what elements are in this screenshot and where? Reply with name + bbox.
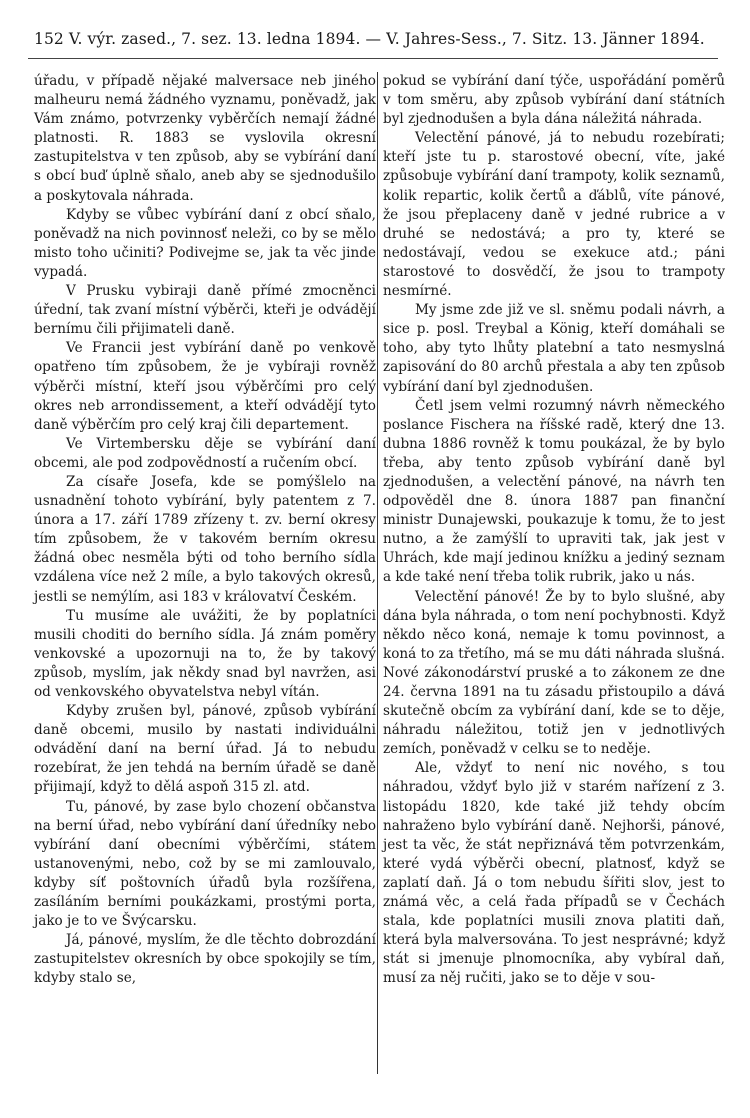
left-column: [34, 72, 376, 989]
paragraph: Četl jsem velmi rozumný návrh německého poslance Fischera na říšské radě, který dne 13. dubna 1886 rovněž k tomu poukázal, že by bylo třeba, aby tento způsob vybírání daně byl zjednodušen, a velectění pánové, na návrh ten odpověděl dne 8. února 1887 pan finanční ministr Dunajewski, poukazuje k tomu, že to jest nutno, a že zamýšlí to upraviti tak, jak jest v Uhrách, kde mají jedinou knížku a jediný seznam a kde také není třeba tolik rubrik, jako u nás.: [383, 397, 725, 586]
page-number: 152: [34, 30, 64, 48]
german-session-heading: V. Jahres-Sess., 7. Sitz. 13. Jänner 1894.: [386, 30, 705, 48]
right-column: [383, 72, 725, 989]
header-separator: —: [365, 30, 382, 48]
czech-session-heading: V. výr. zased., 7. sez. 13. ledna 1894.: [68, 30, 361, 48]
paragraph: Velectění pánové, já to nebudu rozebírati; kteří jste tu p. starostové obecní, víte, jaké způsobuje vybírání daní trampoty, kolik seznamů, kolik repartic, kolik čertů a ďáblů, víte pánové, že jsou přeplaceny daně v jedné rubrice a v druhé se nedostává; a pro ty, které se nedostávají, vedou se exekuce atd.; páni starostové to dosvědčí, že jsou to trampoty nesmírné.: [383, 130, 725, 300]
paragraph: Velectění pánové! Že by to bylo slušné, aby dána byla náhrada, o tom není pochybnosti. Když někdo něco koná, nemaje k tomu povinnost, a koná to za třetího, má se mu dáti náhrada slušná. Nové zákonodárství pruské a to zákonem ze dne 24. června 1891 na tu zásadu přistoupilo a dává skutečně obcím za vybírání daní, kde se to děje, náhradu náležitou, totiž jen v jednotlivých zemích, poněvadž v celku se to neděje.: [383, 588, 725, 758]
paragraph: Kdyby zrušen byl, pánové, způsob vybírání daně obcemi, musilo by nastati individuálni odvádění daní na berní úřad. Já to nebudu rozebírat, že jen tehdá na berním úřadě se daně přijimají, když to dělá aspoň 315 zl. atd.: [34, 703, 376, 796]
paragraph: My jsme zde již ve sl. sněmu podali návrh, a sice p. posl. Treybal a König, kteří domáhali se toho, aby tyto lhůty platební a tato nesmyslná zapisování do 80 archů přestala a aby ten způsob vybírání daní byl zjednodušen.: [383, 302, 725, 395]
paragraph: Ale, vždyť to není nic nového, s tou náhradou, vždyť bylo již v starém nařízení z 3. listopádu 1820, kde také již tehdy obcím nahraženo bylo vybírání daně. Nejhorši, pánové, jest ta věc, že stát nepřiznává těm potvrzenkám, které vydá výběrči obecní, platnosť, když se zaplatí daň. Já o tom nebudu šířiti slov, jest to známá věc, a celá řada případů se v Čechách stala, kde poplatníci musili znova platiti daň, která byla malversována. To jest nesprávné; když stát si jmenuje plnomocníka, aby vybíral daň, musí za něj ručiti, jako se to děje v sou-: [383, 760, 725, 987]
paragraph: Tu, pánové, by zase bylo chození občanstva na berní úřad, nebo vybírání daní úředníky nebo vybírání daní obecními výběrčími, státem ustanovenými, nebo, což by se mi zamlouvalo, kdyby síť poštovních úřadů byla rozšířena, zasíláním berními poukázkami, prostými porta, jako je to ve Švýcarsku.: [34, 798, 376, 930]
paragraph: Kdyby se vůbec vybírání daní z obcí sňalo, poněvadž na nich povinnosť neleži, co by se mělo misto toho učiniti? Podivejme se, jak ta věc jinde vypadá.: [34, 206, 376, 280]
paragraph: Ve Virtembersku děje se vybírání daní obcemi, ale pod zodpovědností a ručením obcí.: [34, 435, 376, 471]
paragraph: V Prusku vybiraji daně přímé zmocněnci úřední, tak zvaní místní výběrči, kteři je odvádějí bernímu čili přijimateli daně.: [34, 283, 376, 338]
column-divider: [377, 72, 378, 1074]
paragraph: úřadu, v případě nějaké malversace neb jiného malheuru nemá žádného vyznamu, poněvadž, jak Vám známo, potvrzenky vyběrčích nemají žádné platnosti. R. 1883 se vyslovila okresní zastupitelstva v ten způsob, aby se vybírání daní s obcí buď úplně sňalo, aneb aby se sjednodušilo a poskytovala náhrada.: [34, 73, 376, 204]
paragraph: pokud se vybírání daní týče, uspořádání poměrů v tom směru, aby způsob vybírání daní státních byl zjednodušen a byla dána náležitá náhrada.: [383, 73, 725, 128]
paragraph: Já, pánové, myslím, že dle těchto dobrozdání zastupitelstev okresních by obce spokojily se tím, kdyby stalo se,: [34, 932, 376, 987]
paragraph: Tu musíme ale uvážiti, že by poplatníci musili choditi do berního sídla. Já znám poměry venkovské a upozornuji na to, že by takový způsob, myslím, jak někdy snad byl navržen, asi od venkovského obyvatelstva nebyl vítán.: [34, 607, 376, 700]
running-header: [34, 30, 714, 56]
header-rule: [28, 58, 718, 59]
paragraph: Za císaře Josefa, kde se pomýšlelo na usnadnění tohoto vybírání, byly patentem z 7. února a 17. září 1789 zřízeny t. zv. berní okresy tím způsobem, že v takovém berním okresu žádná obec nesměla býti od toho berního sídla vzdálena více než 2 míle, a bylo takových okresů, jestli se nemýlím, asi 183 v královatví Českém.: [34, 473, 376, 605]
paragraph: Ve Francii jest vybírání daně po venkově opatřeno tím způsobem, že je vybíraji rovněž výběrči místní, kteří jsou výběrčími pro celý okres neb arrondissement, a kteří odvádějí tyto daně výběrčím pro celý kraj čili departement.: [34, 340, 376, 433]
